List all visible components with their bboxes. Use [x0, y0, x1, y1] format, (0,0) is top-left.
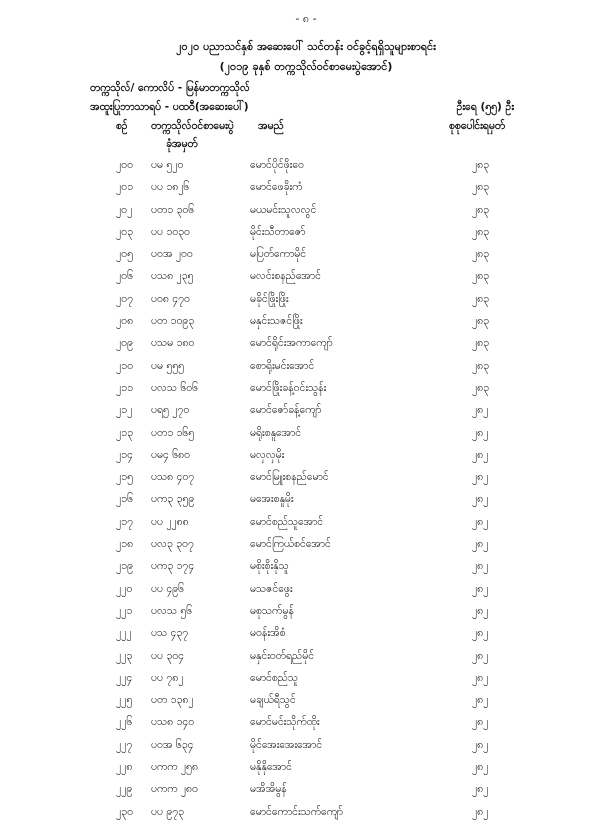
row-number: ၂၁၃: [116, 426, 133, 439]
table-row: [0, 761, 612, 783]
candidate-name: မိုင်းသီတာဇော်: [250, 225, 306, 238]
row-number: ၂၁၈: [116, 538, 134, 551]
exam-roll-number: ပပ ၇၈၂: [151, 671, 184, 684]
row-number: ၂၀၆: [116, 270, 133, 283]
page-number: - ၈ -: [295, 12, 317, 25]
candidate-name: မောင်မင်းသိုက်ထိုး: [250, 716, 320, 729]
exam-roll-number: ပကက ၂၈၀: [151, 783, 198, 796]
table-row: [0, 538, 612, 560]
row-number: ၂၀၇: [116, 292, 133, 305]
table-row: [0, 471, 612, 493]
candidate-name: မနှင်းဝတ်ရည်မိုင်: [250, 649, 315, 662]
total-score: ၂၈၂: [472, 627, 489, 640]
total-score: ၂၈၃: [472, 248, 490, 261]
exam-roll-number: ပပ ၂၂၈၈: [151, 515, 189, 528]
exam-roll-number: ပသ ၄၃၇: [151, 627, 189, 640]
exam-roll-number: ပတ၁ ၁၆၅: [151, 426, 195, 439]
row-number: ၂၁၄: [116, 448, 133, 461]
total-score: ၂၈၃: [472, 359, 490, 372]
total-score: ၂၈၂: [472, 716, 489, 729]
candidate-name: မောင်ဖြိုးခန့်ဝင်းသွန်း: [250, 381, 327, 394]
total-score: ၂၈၃: [472, 181, 490, 194]
exam-roll-number: ပက၃ ၁၇၄: [151, 560, 195, 573]
total-score: ၂၈၂: [472, 493, 489, 506]
exam-roll-number: ပလသ ၆၀၆: [151, 381, 199, 394]
exam-roll-number: ပမ၄ ၆၈၀: [151, 448, 191, 461]
header-score: စုစုပေါင်းရမှတ်: [449, 120, 506, 132]
table-row: [0, 694, 612, 716]
total-score: ၂၈၃: [472, 225, 490, 238]
total-score: ၂၈၂: [472, 604, 489, 617]
table-row: [0, 716, 612, 738]
table-row: [0, 583, 612, 605]
table-row: [0, 360, 612, 382]
exam-roll-number: ပမ ၅၂၀: [151, 159, 184, 171]
row-number: ၂၀၀: [116, 159, 133, 171]
table-row: [0, 159, 612, 181]
exam-roll-number: ပတ ၁၃၈၂: [151, 694, 194, 707]
total-score: ၂၈၂: [472, 649, 489, 662]
exam-roll-number: ပဝ၈ ၄၇၀: [151, 292, 190, 305]
table-row: [0, 605, 612, 627]
exam-roll-number: ပက၃ ၃၅၉: [151, 493, 195, 506]
candidate-name: မဝန်းအိစံ: [250, 627, 286, 640]
row-number: ၂၀၃: [116, 225, 133, 238]
row-number: ၂၂၃: [116, 649, 133, 662]
row-number: ၂၂၈: [116, 761, 133, 774]
candidate-name: မလင်းစနည်အောင်: [250, 270, 321, 283]
table-row: [0, 181, 612, 203]
university-label: တက္ကသိုလ်/ ကောလိပ် - မြန်မာတက္ကသိုလ်: [90, 82, 250, 94]
total-score: ၂၈၂: [472, 805, 489, 818]
exam-roll-number: ပမ ၅၅၅: [151, 359, 185, 372]
table-row: [0, 449, 612, 471]
row-number: ၂၀၈: [116, 315, 134, 328]
candidate-name: မောင်ကောင်းသက်ကျော်: [250, 805, 344, 818]
candidate-name: မနှင်းသဇင်ဖြိုး: [250, 315, 303, 328]
table-row: [0, 627, 612, 649]
page-subtitle: (၂၀၁၉ ခုနှစ် တက္ကသိုလ်ဝင်စာမေးပွဲအောင်): [219, 60, 393, 73]
table-row: [0, 493, 612, 515]
exam-roll-number: ပသ၈ ၁၄၀: [151, 716, 195, 729]
candidate-name: မအိအိမွန်: [250, 783, 287, 796]
table-row: [0, 337, 612, 359]
row-number: ၂၀၉: [116, 337, 133, 350]
candidate-name: မောင်မြူးစနည်မောင်: [250, 471, 329, 484]
total-score: ၂၈၂: [472, 471, 489, 484]
row-number: ၂၀၂: [116, 203, 133, 216]
exam-roll-number: ပသ၈ ၂၃၅: [151, 270, 194, 283]
row-number: ၂၀၅: [116, 248, 133, 261]
exam-roll-number: ပလသ ၅၆: [151, 604, 193, 617]
total-score: ၂၈၂: [472, 448, 489, 461]
total-score: ၂၈၂: [472, 671, 489, 684]
row-number: ၂၁၁: [116, 381, 133, 394]
total-score: ၂၈၂: [472, 426, 489, 439]
exam-roll-number: ပပ ၉၇၃: [151, 805, 185, 818]
total-score: ၂၈၂: [472, 761, 489, 774]
candidate-name: မခိုင်ဖြိုးဖြိုး: [250, 292, 289, 305]
row-number: ၂၁၇: [116, 515, 133, 528]
candidate-name: မောင်ကြယ်စင်အောင်: [250, 538, 331, 551]
table-row: [0, 404, 612, 426]
candidate-name: စောရိုးမင်းအောင်: [250, 359, 315, 372]
row-number: ၂၂၀: [116, 582, 133, 595]
candidate-name: မောင်စည်သူအောင်: [250, 515, 324, 528]
header-exam-roll: တက္ကသိုလ်ဝင်စာမေးပွဲ: [151, 120, 234, 132]
table-row: [0, 248, 612, 270]
table-row: [0, 270, 612, 292]
row-number: ၂၁၉: [116, 560, 133, 573]
exam-roll-number: ပဝအ ၂၀၀: [151, 248, 193, 261]
table-row: [0, 672, 612, 694]
exam-roll-number: ပဝအ ၆၃၄: [151, 738, 194, 751]
exam-roll-number: ပတ၁ ၃၀၆: [151, 203, 195, 216]
candidate-table: [0, 159, 612, 828]
total-score: ၂၈၃: [472, 315, 490, 328]
table-row: [0, 204, 612, 226]
candidate-name: မသဇင်ဖွေး: [250, 582, 293, 595]
exam-roll-number: ပသ၈ ၄၀၇: [151, 471, 195, 484]
row-number: ၂၂၄: [116, 671, 133, 684]
candidate-name: မချယ်ရီသွင်: [250, 694, 296, 707]
exam-roll-number: ပရ၅ ၂၇၀: [151, 404, 190, 417]
row-number: ၂၂၇: [116, 738, 133, 751]
candidate-name: မိုင်အေးအေးအောင်: [250, 738, 323, 751]
table-row: [0, 226, 612, 248]
candidate-name: မလှလှမိုး: [250, 448, 285, 461]
table-row: [0, 382, 612, 404]
total-score: ၂၈၂: [472, 738, 489, 751]
table-row: [0, 739, 612, 761]
row-number: ၂၃၀: [116, 805, 133, 818]
total-score: ၂၈၃: [472, 292, 490, 305]
candidate-name: မောင်စည်သူ: [250, 671, 299, 684]
row-number: ၂၀၁: [116, 181, 133, 194]
table-row: [0, 427, 612, 449]
table-row: [0, 560, 612, 582]
candidate-name: မောင်ဖေခိုးကံ: [250, 181, 303, 194]
row-number: ၂၁၂: [116, 404, 133, 417]
exam-roll-number: ပပ ၁၀၃၀: [151, 225, 190, 238]
page-title: ၂၀၂၀ ပညာသင်နှစ် အဆေးပေါ် သင်တန်း ဝင်ခွင့်ရရှိသူများစာရင်း: [176, 40, 436, 53]
table-row: [0, 806, 612, 828]
candidate-name: မအေးစနူမိုး: [250, 493, 294, 506]
row-number: ၂၂၉: [116, 783, 133, 796]
exam-roll-number: ပသမ ၁၈၀: [151, 337, 195, 350]
header-name: အမည်: [258, 120, 284, 132]
exam-roll-number: ပပ ၄၉၆: [151, 582, 185, 595]
candidate-name: မောင်ဇော်ခန့်ကျော်: [250, 404, 322, 417]
total-score: ၂၈၃: [472, 270, 490, 283]
total-score: ၂၈၂: [472, 404, 489, 417]
candidate-name: မပြတ်ကောမိုင်: [250, 248, 307, 261]
total-score: ၂၈၃: [472, 203, 490, 216]
row-number: ၂၁၅: [116, 471, 133, 484]
table-row: [0, 783, 612, 805]
total-score: ၂၈၂: [472, 560, 489, 573]
candidate-name: မစိုးစိုးနိုသူ: [250, 560, 289, 573]
total-score: ၂၈၃: [472, 381, 490, 394]
row-number: ၂၂၆: [116, 716, 133, 729]
exam-roll-number: ပပ ၁၈၂၆: [151, 181, 190, 194]
header-no: စဉ်: [116, 120, 128, 132]
cutoff-label: ဦးရေ (၅၅) ဦး: [456, 101, 514, 113]
row-number: ၂၂၅: [116, 694, 133, 707]
exam-roll-number: ပပ ၃၀၄: [151, 649, 185, 662]
candidate-name: မနိုနိုအောင်: [250, 761, 292, 774]
subject-label: အထူးပြုဘာသာရပ် - ပထဝီ(အဆေးပေါ်): [90, 101, 249, 113]
total-score: ၂၈၃: [472, 159, 490, 171]
row-number: ၂၂၁: [116, 604, 133, 617]
total-score: ၂၈၂: [472, 694, 489, 707]
table-row: [0, 516, 612, 538]
exam-roll-number: ပတ ၁၀၉၃: [151, 315, 195, 328]
total-score: ၂၈၂: [472, 783, 489, 796]
header-exam-roll-line2: ခုံအမှတ်: [166, 138, 198, 150]
candidate-name: မောင်ရိုင်းအကာကျော်: [250, 337, 333, 350]
candidate-name: မယမင်းသူလလွင်: [250, 203, 317, 216]
candidate-name: မောင်ပိုင်ဖိုးဝေ: [250, 159, 304, 171]
total-score: ၂၈၂: [472, 515, 489, 528]
table-row: [0, 293, 612, 315]
row-number: ၂၂၂: [116, 627, 132, 640]
table-row: [0, 315, 612, 337]
total-score: ၂၈၂: [472, 538, 489, 551]
candidate-name: မရိုးစနူအောင်: [250, 426, 302, 439]
candidate-name: မစုသက်မွန်: [250, 604, 294, 617]
row-number: ၂၁၀: [116, 359, 133, 372]
exam-roll-number: ပကက ၂၅၈: [151, 761, 198, 774]
exam-roll-number: ပလ၃ ၃၀၇: [151, 538, 194, 551]
table-row: [0, 650, 612, 672]
row-number: ၂၁၆: [116, 493, 133, 506]
total-score: ၂၈၃: [472, 337, 490, 350]
total-score: ၂၈၂: [472, 582, 489, 595]
